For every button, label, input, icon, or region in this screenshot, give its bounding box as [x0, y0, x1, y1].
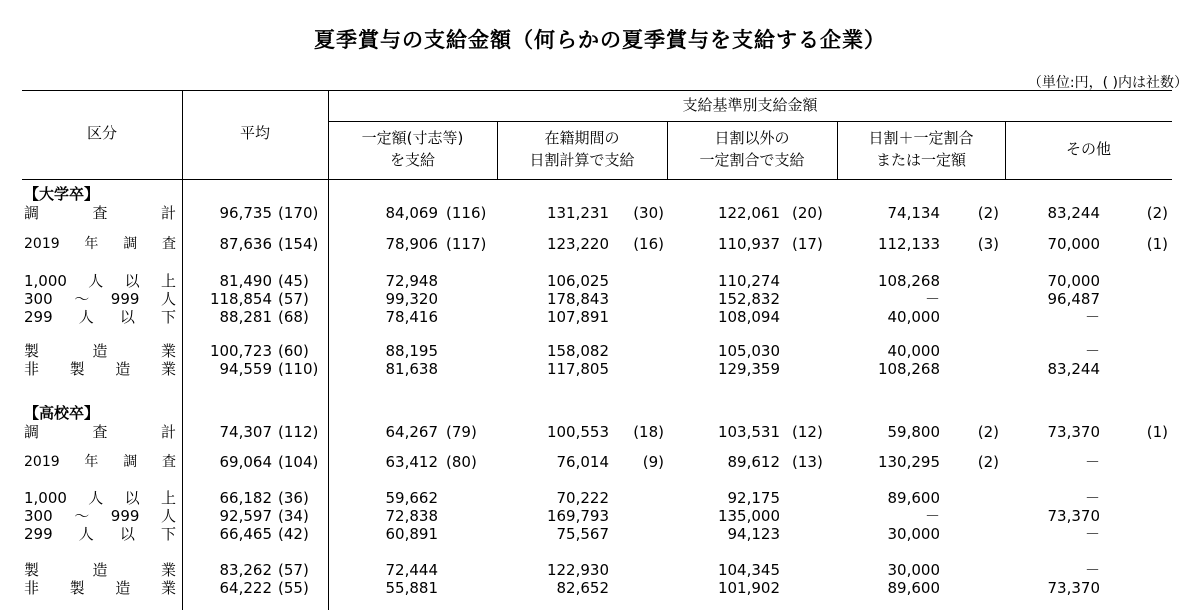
fixed-value: 88,195	[385, 342, 438, 360]
avg-count: (57)	[278, 290, 309, 308]
tenure-value: 178,843	[546, 290, 609, 308]
ratio-count: (20)	[792, 204, 823, 222]
other-value: 73,370	[1047, 423, 1100, 441]
row-label: 2019 年 調 査	[24, 454, 176, 470]
avg-value: 94,559	[219, 360, 272, 378]
avg-count: (36)	[278, 489, 309, 507]
fixed-value: 72,948	[385, 272, 438, 290]
ratio-value: 108,094	[717, 308, 780, 326]
avg-count: (57)	[278, 561, 309, 579]
ratio-value: 135,000	[717, 507, 780, 525]
ratio-value: 110,937	[717, 235, 780, 253]
tenure-value: 82,652	[556, 579, 609, 597]
fixed-count: (116)	[446, 204, 487, 222]
header-col-1: 一定額(寸志等) を支給	[361, 129, 464, 169]
fixed-count: (79)	[446, 423, 477, 441]
avg-value: 88,281	[219, 308, 272, 326]
tenure-value: 117,805	[546, 360, 609, 378]
fixed-value: 78,416	[385, 308, 438, 326]
avg-count: (154)	[278, 235, 319, 253]
ratio-value: 101,902	[717, 579, 780, 597]
mixed-value: 89,600	[887, 489, 940, 507]
avg-count: (68)	[278, 308, 309, 326]
tenure-value: 123,220	[546, 235, 609, 253]
table-row	[22, 508, 1172, 524]
ratio-value: 94,123	[727, 525, 780, 543]
table-row	[22, 526, 1172, 542]
header-bottom-rule	[22, 179, 1172, 180]
fixed-value: 72,444	[385, 561, 438, 579]
bonus-table	[22, 90, 1172, 610]
table-row	[22, 343, 1172, 359]
row-label: 非 製 造 業	[24, 579, 176, 597]
other-value: 70,000	[1047, 272, 1100, 290]
header-col-2: 在籍期間の 日割計算で支給	[529, 129, 635, 169]
table-row	[22, 361, 1172, 377]
other-value: 83,244	[1047, 204, 1100, 222]
table-row	[22, 205, 1172, 221]
tenure-value: 122,930	[546, 561, 609, 579]
row-label: 調 査 計	[24, 423, 176, 441]
avg-count: (170)	[278, 204, 319, 222]
section-title: 【高校卒】	[24, 404, 100, 422]
table-row	[22, 236, 1172, 252]
other-count: (1)	[1146, 423, 1168, 441]
unit-note: （単位:円，( )内は社数）	[1027, 75, 1188, 91]
mixed-count: (2)	[977, 423, 999, 441]
mixed-value: －	[924, 507, 940, 525]
ratio-value: 110,274	[717, 272, 780, 290]
tenure-count: (30)	[633, 204, 664, 222]
avg-count: (34)	[278, 507, 309, 525]
other-value: －	[1084, 342, 1100, 360]
tenure-count: (18)	[633, 423, 664, 441]
other-value: 96,487	[1047, 290, 1100, 308]
fixed-value: 72,838	[385, 507, 438, 525]
mixed-value: 130,295	[877, 453, 940, 471]
row-label: 300 ～ 999 人	[24, 290, 176, 308]
mixed-value: 30,000	[887, 561, 940, 579]
avg-value: 92,597	[219, 507, 272, 525]
fixed-value: 81,638	[385, 360, 438, 378]
ratio-value: 103,531	[717, 423, 780, 441]
row-label: 2019 年 調 査	[24, 236, 176, 252]
mixed-count: (2)	[977, 204, 999, 222]
tenure-value: 76,014	[556, 453, 609, 471]
avg-value: 83,262	[219, 561, 272, 579]
section-title: 【大学卒】	[24, 185, 100, 203]
avg-count: (104)	[278, 453, 319, 471]
ratio-count: (13)	[792, 453, 823, 471]
fixed-value: 84,069	[385, 204, 438, 222]
mixed-value: 30,000	[887, 525, 940, 543]
avg-value: 118,854	[209, 290, 272, 308]
ratio-value: 152,832	[717, 290, 780, 308]
row-label: 非 製 造 業	[24, 360, 176, 378]
table-row	[22, 309, 1172, 325]
avg-count: (112)	[278, 423, 319, 441]
other-value: －	[1084, 453, 1100, 471]
avg-value: 96,735	[219, 204, 272, 222]
mixed-count: (3)	[977, 235, 999, 253]
table-row	[22, 273, 1172, 289]
group-header-rule	[328, 121, 1172, 122]
ratio-value: 89,612	[727, 453, 780, 471]
table-title: 夏季賞与の支給金額（何らかの夏季賞与を支給する企業）	[314, 28, 886, 52]
fixed-value: 60,891	[385, 525, 438, 543]
tenure-value: 100,553	[546, 423, 609, 441]
tenure-value: 169,793	[546, 507, 609, 525]
row-label: 300 ～ 999 人	[24, 507, 176, 525]
row-label: 製 造 業	[24, 342, 176, 360]
mixed-value: 40,000	[887, 342, 940, 360]
other-count: (1)	[1146, 235, 1168, 253]
mixed-value: 40,000	[887, 308, 940, 326]
header-category: 区分	[86, 124, 117, 142]
other-value: －	[1084, 525, 1100, 543]
table-row	[22, 454, 1172, 470]
row-label: 製 造 業	[24, 561, 176, 579]
mixed-value: 112,133	[877, 235, 940, 253]
other-value: 83,244	[1047, 360, 1100, 378]
other-value: －	[1084, 489, 1100, 507]
row-label: 299 人 以 下	[24, 525, 176, 543]
ratio-value: 92,175	[727, 489, 780, 507]
row-label: 299 人 以 下	[24, 308, 176, 326]
tenure-value: 70,222	[556, 489, 609, 507]
mixed-value: 74,134	[887, 204, 940, 222]
avg-value: 66,182	[219, 489, 272, 507]
ratio-count: (12)	[792, 423, 823, 441]
ratio-count: (17)	[792, 235, 823, 253]
ratio-value: 129,359	[717, 360, 780, 378]
fixed-count: (80)	[446, 453, 477, 471]
header-col-5: その他	[1065, 140, 1111, 158]
table-row	[22, 562, 1172, 578]
table-row	[22, 580, 1172, 596]
fixed-value: 99,320	[385, 290, 438, 308]
header-group: 支給基準別支給金額	[682, 96, 818, 114]
fixed-value: 63,412	[385, 453, 438, 471]
mixed-value: 59,800	[887, 423, 940, 441]
row-label: 1,000 人 以 上	[24, 272, 176, 290]
mixed-value: －	[924, 290, 940, 308]
other-value: －	[1084, 561, 1100, 579]
avg-count: (42)	[278, 525, 309, 543]
avg-value: 87,636	[219, 235, 272, 253]
avg-count: (60)	[278, 342, 309, 360]
avg-count: (110)	[278, 360, 319, 378]
other-value: 73,370	[1047, 507, 1100, 525]
tenure-value: 106,025	[546, 272, 609, 290]
header-col-4: 日割＋一定割合 または一定額	[868, 129, 974, 169]
tenure-value: 75,567	[556, 525, 609, 543]
fixed-value: 64,267	[385, 423, 438, 441]
avg-count: (55)	[278, 579, 309, 597]
avg-value: 66,465	[219, 525, 272, 543]
other-value: 73,370	[1047, 579, 1100, 597]
row-label: 1,000 人 以 上	[24, 489, 176, 507]
tenure-value: 158,082	[546, 342, 609, 360]
ratio-value: 105,030	[717, 342, 780, 360]
table-row	[22, 291, 1172, 307]
avg-value: 81,490	[219, 272, 272, 290]
avg-value: 69,064	[219, 453, 272, 471]
avg-count: (45)	[278, 272, 309, 290]
avg-value: 100,723	[209, 342, 272, 360]
fixed-value: 78,906	[385, 235, 438, 253]
mixed-count: (2)	[977, 453, 999, 471]
mixed-value: 89,600	[887, 579, 940, 597]
ratio-value: 122,061	[717, 204, 780, 222]
ratio-value: 104,345	[717, 561, 780, 579]
table-row	[22, 424, 1172, 440]
mixed-value: 108,268	[877, 360, 940, 378]
header-average: 平均	[239, 124, 270, 142]
other-value: 70,000	[1047, 235, 1100, 253]
other-value: －	[1084, 308, 1100, 326]
avg-value: 74,307	[219, 423, 272, 441]
tenure-count: (9)	[642, 453, 664, 471]
fixed-value: 55,881	[385, 579, 438, 597]
row-label: 調 査 計	[24, 204, 176, 222]
table-row	[22, 490, 1172, 506]
header-col-3: 日割以外の 一定割合で支給	[699, 129, 805, 169]
fixed-value: 59,662	[385, 489, 438, 507]
tenure-value: 131,231	[546, 204, 609, 222]
avg-value: 64,222	[219, 579, 272, 597]
table-top-rule	[22, 90, 1172, 91]
tenure-value: 107,891	[546, 308, 609, 326]
mixed-value: 108,268	[877, 272, 940, 290]
other-count: (2)	[1146, 204, 1168, 222]
tenure-count: (16)	[633, 235, 664, 253]
fixed-count: (117)	[446, 235, 487, 253]
